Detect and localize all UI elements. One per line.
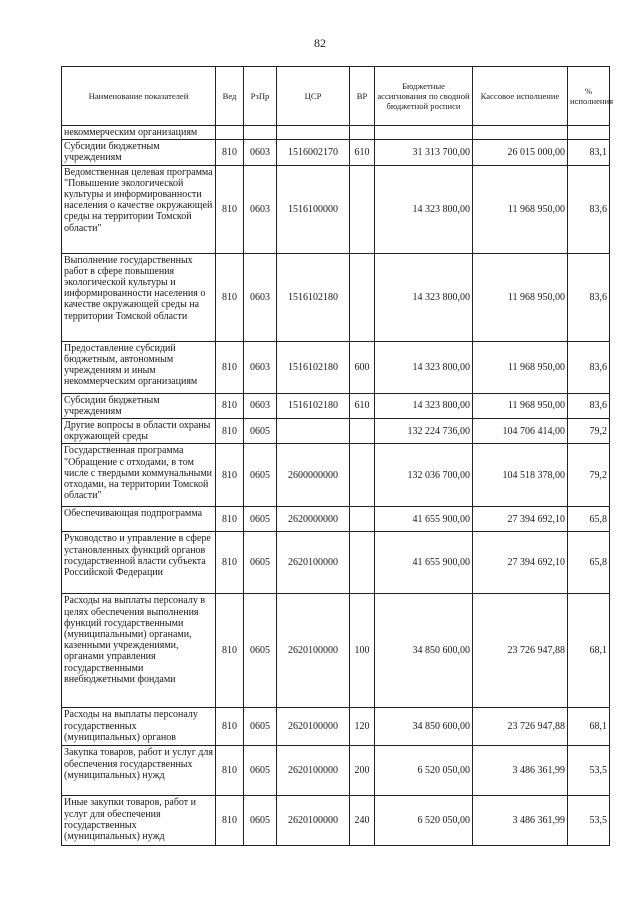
cell-cash: 11 968 950,00 [473,165,568,253]
cell-budget: 31 313 700,00 [375,140,473,165]
cell-ved [216,126,244,140]
cell-percent: 83,6 [568,253,610,341]
cell-csr: 1516102180 [277,393,350,418]
cell-rzpr: 0605 [244,419,277,444]
budget-execution-table [61,66,614,846]
header-vr: ВР [350,67,375,126]
cell-cash: 27 394 692,10 [473,532,568,594]
cell-csr [277,126,350,140]
cell-rzpr [244,126,277,140]
cell-vr: 240 [350,796,375,846]
cell-vr: 610 [350,393,375,418]
cell-percent: 68,1 [568,594,610,708]
cell-rzpr: 0603 [244,253,277,341]
cell-ved: 810 [216,341,244,393]
cell-name: Расходы на выплаты персоналу государственных (муниципальных) органов [62,708,216,746]
table-row [62,708,610,746]
cell-ved: 810 [216,708,244,746]
cell-vr [350,126,375,140]
cell-cash: 23 726 947,88 [473,708,568,746]
cell-ved: 810 [216,393,244,418]
header-csr: ЦСР [277,67,350,126]
cell-cash: 11 968 950,00 [473,253,568,341]
cell-cash: 3 486 361,99 [473,796,568,846]
cell-cash: 3 486 361,99 [473,746,568,796]
table-row [62,796,610,846]
cell-rzpr: 0603 [244,341,277,393]
cell-csr: 1516100000 [277,165,350,253]
cell-rzpr: 0605 [244,444,277,507]
cell-vr [350,165,375,253]
table-row [62,253,610,341]
cell-vr: 100 [350,594,375,708]
cell-name: Иные закупки товаров, работ и услуг для обеспечения государственных (муниципальных) нужд [62,796,216,846]
cell-name: Расходы на выплаты персоналу в целях обеспечения выполнения функций государственными (муниципальными) органами, казенными учреждениями, органами управления государственными внебюджетными фондами [62,594,216,708]
cell-rzpr: 0603 [244,165,277,253]
cell-vr: 120 [350,708,375,746]
cell-csr: 2620100000 [277,594,350,708]
cell-rzpr: 0605 [244,594,277,708]
cell-csr: 2620100000 [277,532,350,594]
cell-budget: 132 224 736,00 [375,419,473,444]
cell-budget: 41 655 900,00 [375,532,473,594]
cell-vr [350,444,375,507]
cell-csr: 2620100000 [277,746,350,796]
cell-cash: 104 518 378,00 [473,444,568,507]
table-row [62,419,610,444]
cell-vr [350,253,375,341]
cell-name: Государственная программа "Обращение с отходами, в том числе с твердыми коммунальными отходами, на территории Томской области" [62,444,216,507]
table-row [62,532,610,594]
cell-ved: 810 [216,140,244,165]
cell-percent [568,126,610,140]
cell-percent: 65,8 [568,507,610,532]
cell-name: Субсидии бюджетным учреждениям [62,393,216,418]
cell-csr: 1516102180 [277,341,350,393]
table-row [62,393,610,418]
header-cash: Кассовое исполнение [473,67,568,126]
cell-name: Выполнение государственных работ в сфере повышения экологической культуры и информированности населения о качестве окружающей среды на территории Томской области [62,253,216,341]
cell-csr: 1516002170 [277,140,350,165]
cell-name: некоммерческим организациям [62,126,216,140]
cell-percent: 53,5 [568,796,610,846]
cell-budget: 6 520 050,00 [375,746,473,796]
cell-budget: 14 323 800,00 [375,393,473,418]
cell-ved: 810 [216,746,244,796]
cell-ved: 810 [216,444,244,507]
cell-ved: 810 [216,532,244,594]
table-header-row [62,67,610,126]
cell-vr [350,419,375,444]
cell-cash: 11 968 950,00 [473,341,568,393]
cell-cash: 27 394 692,10 [473,507,568,532]
cell-budget: 34 850 600,00 [375,594,473,708]
cell-percent: 53,5 [568,746,610,796]
cell-name: Субсидии бюджетным учреждениям [62,140,216,165]
cell-budget: 132 036 700,00 [375,444,473,507]
header-budget: Бюджетные ассигнования по сводной бюджетной росписи [375,67,473,126]
page-number: 82 [314,36,326,50]
cell-percent: 83,6 [568,341,610,393]
cell-rzpr: 0603 [244,393,277,418]
header-rzpr: РзПр [244,67,277,126]
cell-percent: 83,1 [568,140,610,165]
cell-vr: 200 [350,746,375,796]
cell-csr: 2620000000 [277,507,350,532]
cell-budget: 14 323 800,00 [375,341,473,393]
table-row [62,594,610,708]
cell-percent: 68,1 [568,708,610,746]
table-row [62,126,610,140]
table-row [62,507,610,532]
cell-csr: 2620100000 [277,796,350,846]
cell-rzpr: 0605 [244,796,277,846]
cell-name: Руководство и управление в сфере установленных функций органов государственной власти субъекта Российской Федерации [62,532,216,594]
cell-rzpr: 0605 [244,532,277,594]
cell-vr: 610 [350,140,375,165]
table-row [62,165,610,253]
cell-percent: 83,6 [568,393,610,418]
table-row [62,140,610,165]
cell-cash: 11 968 950,00 [473,393,568,418]
cell-vr: 600 [350,341,375,393]
cell-cash: 23 726 947,88 [473,594,568,708]
cell-budget: 14 323 800,00 [375,253,473,341]
cell-percent: 79,2 [568,419,610,444]
cell-budget: 6 520 050,00 [375,796,473,846]
cell-vr [350,507,375,532]
cell-budget: 34 850 600,00 [375,708,473,746]
cell-name: Закупка товаров, работ и услуг для обеспечения государственных (муниципальных) нужд [62,746,216,796]
header-percent: % исполнения [568,67,610,126]
cell-ved: 810 [216,796,244,846]
cell-ved: 810 [216,253,244,341]
cell-percent: 65,8 [568,532,610,594]
cell-vr [350,532,375,594]
header-ved: Вед [216,67,244,126]
cell-rzpr: 0605 [244,708,277,746]
cell-cash [473,126,568,140]
header-name: Наименование показателей [62,67,216,126]
cell-budget: 14 323 800,00 [375,165,473,253]
cell-name: Другие вопросы в области охраны окружающей среды [62,419,216,444]
cell-csr: 2600000000 [277,444,350,507]
cell-name: Предоставление субсидий бюджетным, автономным учреждениям и иным некоммерческим организациям [62,341,216,393]
table-row [62,444,610,507]
cell-budget: 41 655 900,00 [375,507,473,532]
cell-percent: 83,6 [568,165,610,253]
table-row [62,746,610,796]
cell-percent: 79,2 [568,444,610,507]
cell-ved: 810 [216,507,244,532]
cell-csr: 2620100000 [277,708,350,746]
table-row [62,341,610,393]
cell-name: Обеспечивающая подпрограмма [62,507,216,532]
cell-csr: 1516102180 [277,253,350,341]
cell-csr [277,419,350,444]
cell-budget [375,126,473,140]
cell-cash: 26 015 000,00 [473,140,568,165]
cell-rzpr: 0603 [244,140,277,165]
cell-ved: 810 [216,419,244,444]
cell-rzpr: 0605 [244,507,277,532]
cell-rzpr: 0605 [244,746,277,796]
cell-ved: 810 [216,165,244,253]
cell-name: Ведомственная целевая программа "Повышение экологической культуры и информированности населения о качестве окружающей среды на территории Томской области" [62,165,216,253]
cell-ved: 810 [216,594,244,708]
cell-cash: 104 706 414,00 [473,419,568,444]
